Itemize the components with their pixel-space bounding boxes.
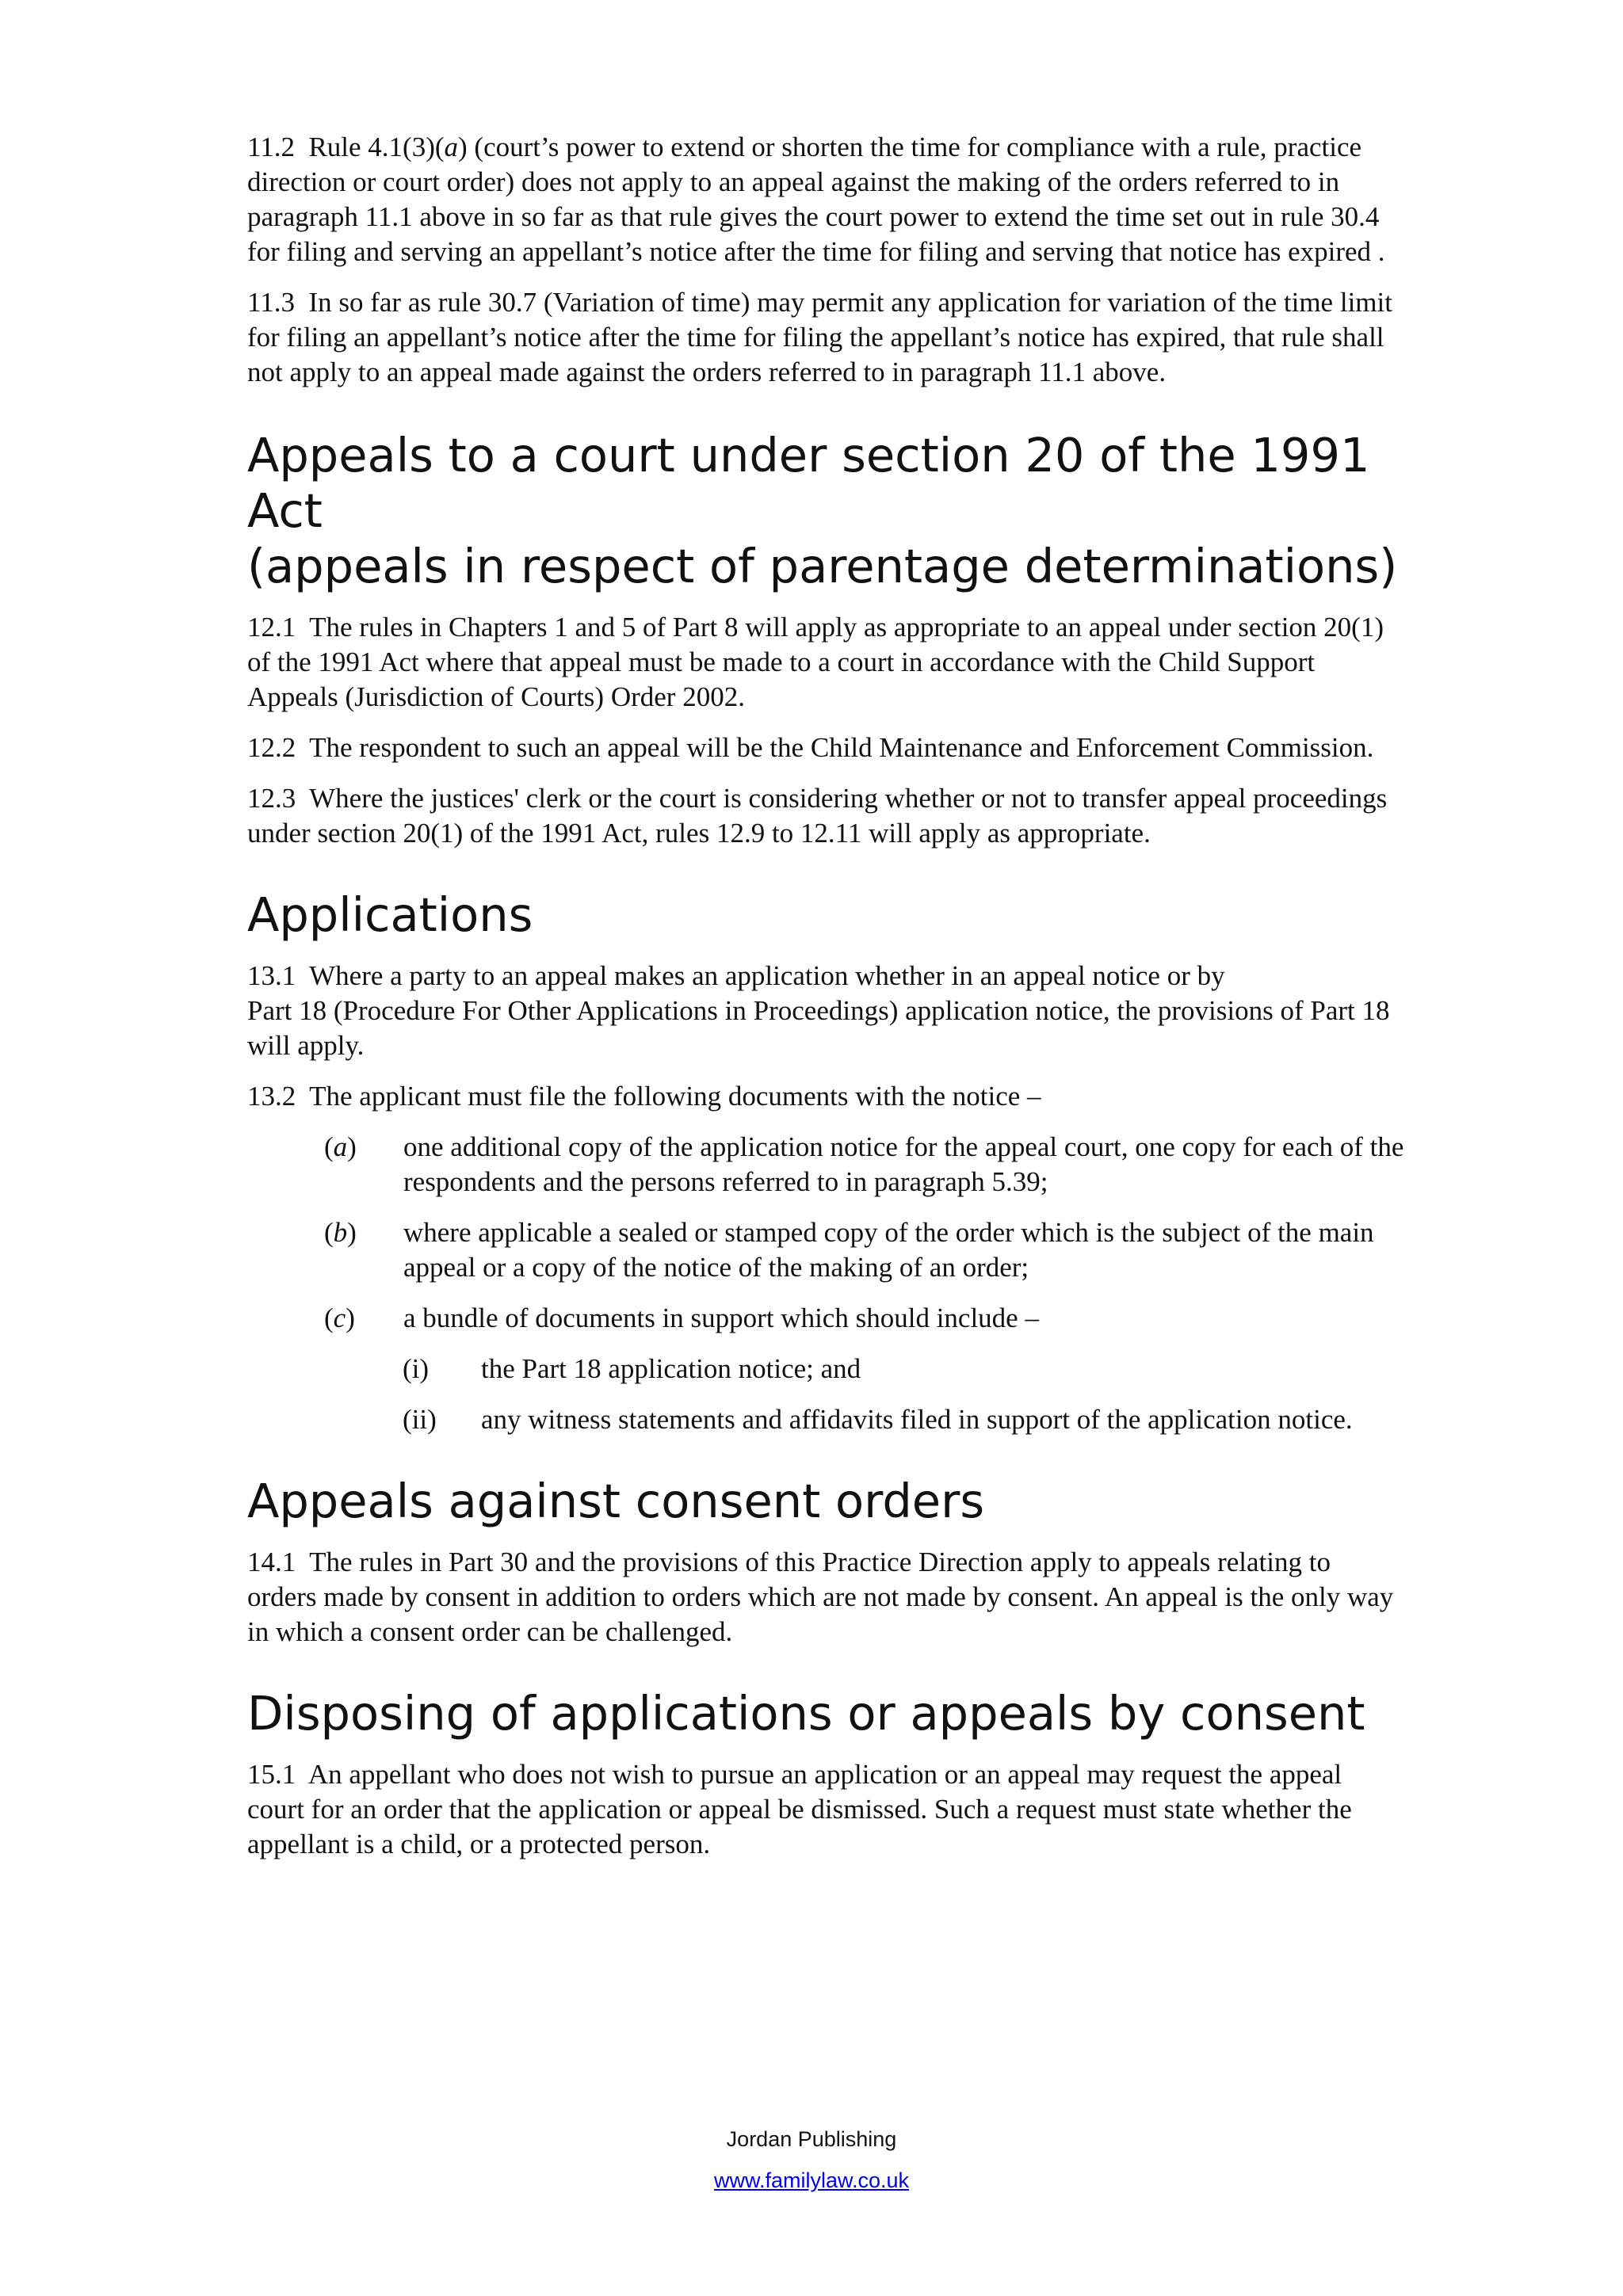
list-item-a	[247, 1130, 1404, 1199]
list-marker: (ii)	[403, 1404, 437, 1435]
heading-consent-orders: Appeals against consent orders	[247, 1474, 985, 1528]
paragraph-text-end: ) (court’s power to extend or shorten the time for compliance with a rule, practice direction or court order) does not apply to an appeal against the making of the orders referred to in paragraph 11.1 above in so far as that rule gives the court power to extend the time set out in rule 30.4 for filing and serving an appellant’s notice after the time for filing and serving that notice has expired .	[247, 132, 1385, 267]
paragraph-text: The rules in Chapters 1 and 5 of Part 8 will apply as appropriate to an appeal under section 20(1) of the 1991 Act where that appeal must be made to a court in accordance with the Child Support Appeals (Jurisdiction of Courts) Order 2002.	[247, 612, 1384, 712]
paragraph-12-1	[247, 610, 1404, 715]
list-item-text: a bundle of documents in support which should include –	[403, 1302, 1039, 1333]
heading-parentage-appeals	[247, 428, 1404, 594]
paragraph-number: 13.1	[247, 960, 296, 991]
paragraph-text-start: Rule 4.1(3)(	[308, 132, 445, 162]
paragraph-number: 11.3	[247, 287, 295, 318]
footer-website-link[interactable]: www.familylaw.co.uk	[713, 2168, 910, 2192]
heading-line-1: Appeals to a court under section 20 of the 1991 Act	[247, 428, 1370, 538]
list-item-text: one additional copy of the application notice for the appeal court, one copy for each of the respondents and the persons referred to in paragraph 5.39;	[403, 1131, 1404, 1197]
paragraph-number: 15.1	[247, 1759, 296, 1790]
paragraph-number: 12.1	[247, 612, 296, 643]
paragraph-text-italic: a	[444, 132, 459, 162]
heading-applications: Applications	[247, 887, 533, 942]
paragraph-text: An appellant who does not wish to pursue an application or an appeal may request the appeal court for an order that the application or appeal be dismissed. Such a request must state whether the appellant is a child, or a protected person.	[247, 1759, 1352, 1859]
document-page	[247, 130, 1404, 1878]
paragraph-12-3	[247, 781, 1404, 851]
paragraph-number: 11.2	[247, 132, 295, 162]
list-marker: (a)	[324, 1131, 357, 1162]
paragraph-text: The rules in Part 30 and the provisions of this Practice Direction apply to appeals relating to orders made by consent in addition to orders which are not made by consent. An appeal is the only way in which a consent order can be challenged.	[247, 1547, 1394, 1647]
paragraph-15-1	[247, 1757, 1404, 1862]
paragraph-14-1	[247, 1545, 1404, 1650]
list-marker: (b)	[324, 1217, 357, 1248]
paragraph-text: The respondent to such an appeal will be the Child Maintenance and Enforcement Commission.	[309, 732, 1374, 763]
list-item-text: any witness statements and affidavits filed in support of the application notice.	[481, 1404, 1353, 1435]
paragraph-number: 12.2	[247, 732, 296, 763]
paragraph-text-line-1: Where a party to an appeal makes an application whether in an appeal notice or by	[309, 960, 1225, 991]
list-marker: (c)	[324, 1302, 355, 1333]
paragraph-12-2	[247, 730, 1404, 765]
paragraph-number: 14.1	[247, 1547, 296, 1577]
list-item-b	[247, 1215, 1404, 1285]
paragraph-text: Where the justices' clerk or the court is considering whether or not to transfer appeal proceedings under section 20(1) of the 1991 Act, rules 12.9 to 12.11 will apply as appropriate.	[247, 783, 1388, 849]
list-item-text: where applicable a sealed or stamped copy of the order which is the subject of the main appeal or a copy of the notice of the making of an order;	[403, 1217, 1374, 1283]
list-item-text: the Part 18 application notice; and	[481, 1353, 861, 1384]
paragraph-number: 12.3	[247, 783, 296, 814]
footer-link-container	[0, 2168, 1623, 2193]
paragraph-text-rest: Part 18 (Procedure For Other Applications in Proceedings) application notice, the provisions of Part 18 will apply.	[247, 995, 1390, 1061]
paragraph-13-2	[247, 1079, 1404, 1114]
sub-list-item-i	[247, 1352, 1404, 1386]
sub-list-item-ii	[247, 1402, 1404, 1437]
list-item-c	[247, 1301, 1404, 1336]
paragraph-text: In so far as rule 30.7 (Variation of time) may permit any application for variation of the time limit for filing an appellant’s notice after the time for filing the appellant’s notice has expired, that rule shall not apply to an appeal made against the orders referred to in paragraph 11.1 above.	[247, 287, 1392, 387]
footer-publisher: Jordan Publishing	[726, 2127, 897, 2151]
paragraph-text: The applicant must file the following documents with the notice –	[309, 1081, 1041, 1112]
paragraph-11-2	[247, 130, 1404, 269]
paragraph-number: 13.2	[247, 1081, 296, 1112]
paragraph-11-3	[247, 285, 1404, 390]
paragraph-13-1	[247, 959, 1404, 1063]
heading-disposing-by-consent: Disposing of applications or appeals by consent	[247, 1686, 1365, 1741]
heading-line-2: (appeals in respect of parentage determinations)	[247, 539, 1398, 593]
list-marker: (i)	[403, 1353, 430, 1384]
